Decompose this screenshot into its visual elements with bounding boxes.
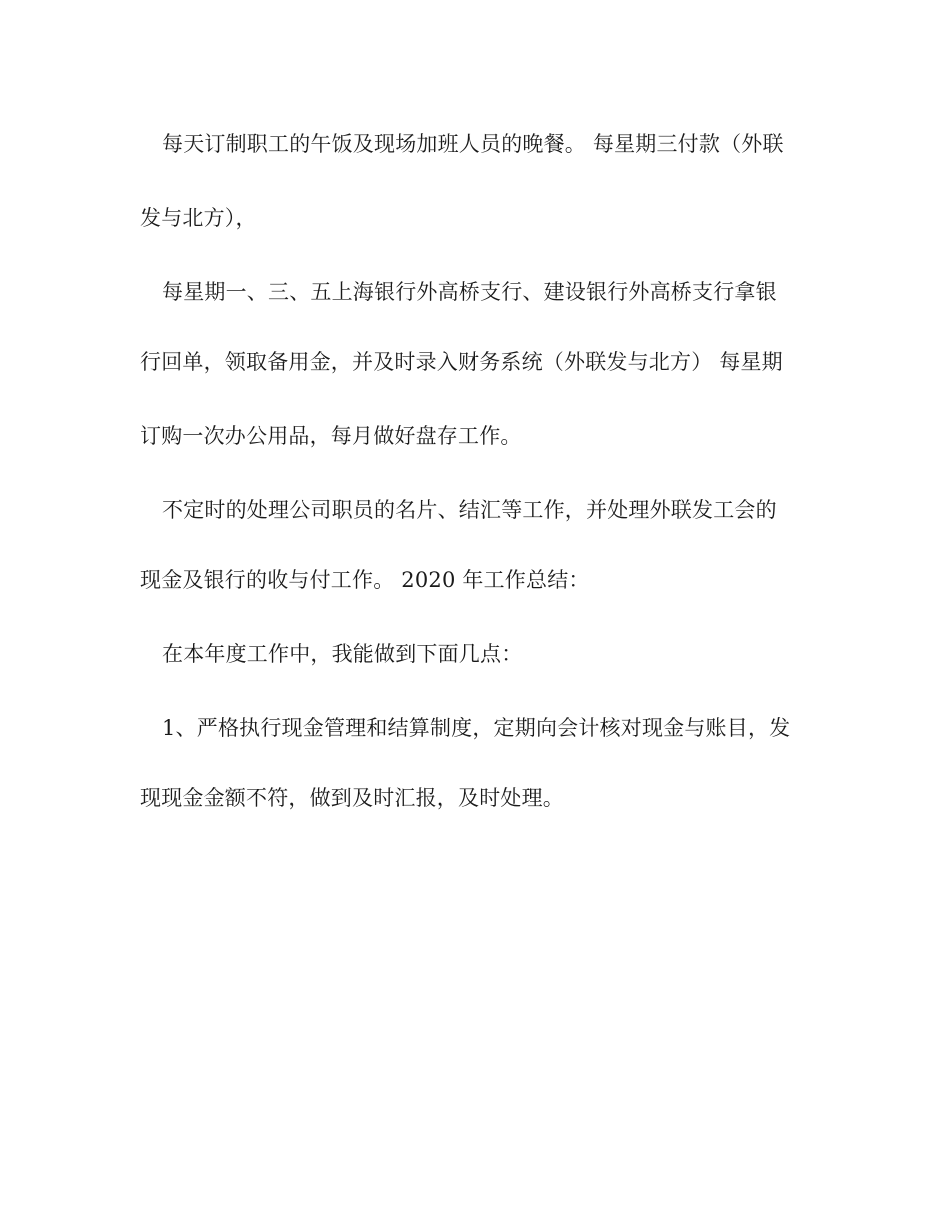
paragraph-line-2: 发与北方）， [140, 206, 257, 230]
paragraph-line-7: 现金及银行的收与付工作。 2020 年工作总结： [140, 568, 590, 592]
paragraph-line-8: 在本年度工作中，我能做到下面几点： [162, 642, 523, 666]
paragraph-line-3: 每星期一、三、五上海银行外高桥支行、建设银行外高桥支行拿银 [162, 280, 777, 304]
paragraph-line-6: 不定时的处理公司职员的名片、结汇等工作，并处理外联发工会的 [162, 498, 777, 522]
paragraph-line-10: 现现金金额不符，做到及时汇报，及时处理。 [140, 786, 564, 810]
paragraph-line-4: 行回单，领取备用金，并及时录入财务系统（外联发与北方） 每星期 [140, 350, 783, 374]
paragraph-line-5: 订购一次办公用品，每月做好盘存工作。 [140, 424, 522, 448]
paragraph-line-1: 每天订制职工的午饭及现场加班人员的晚餐。 每星期三付款（外联 [162, 132, 784, 156]
paragraph-line-9: 1、严格执行现金管理和结算制度，定期向会计核对现金与账目，发 [162, 716, 791, 740]
